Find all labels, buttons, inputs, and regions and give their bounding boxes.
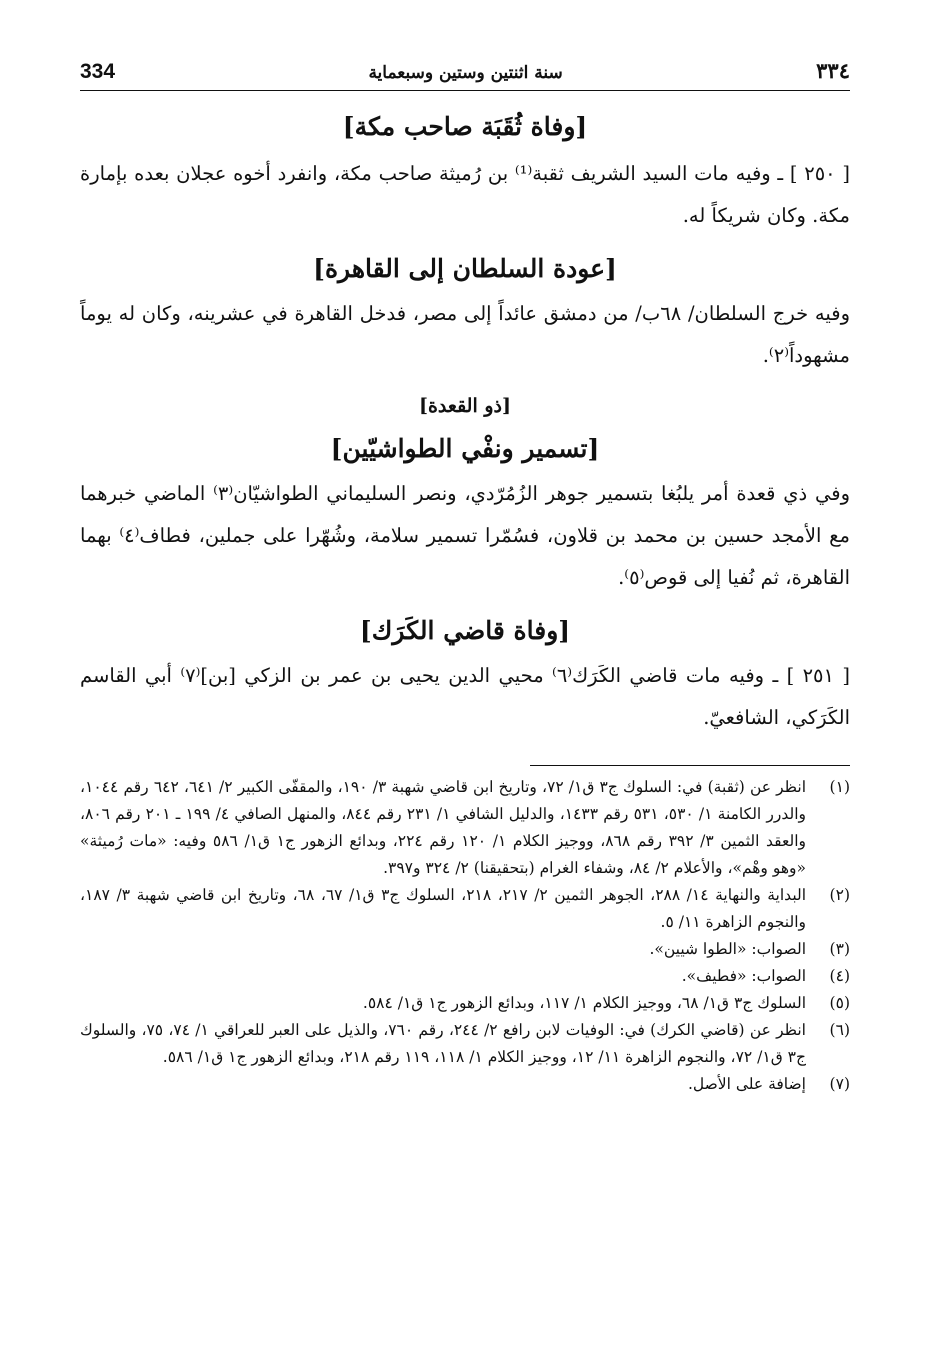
footnote-number: (٤)	[829, 967, 850, 986]
section-heading: [عودة السلطان إلى القاهرة]	[313, 254, 617, 283]
footnote-text: السلوك ج٣ ق١/ ٦٨، ووجيز الكلام ١/ ١١٧، وبدائع الزهور ج١ ق١/ ٥٨٤.	[362, 994, 806, 1013]
main-text	[80, 107, 850, 739]
footnote	[80, 1071, 850, 1098]
footnote-number: (١)	[829, 778, 850, 797]
month-heading: [ذو القعدة]	[418, 395, 511, 417]
footnote-text: البداية والنهاية ١٤/ ٢٨٨، الجوهر الثمين ٢/ ٢١٧، ٢١٨، السلوك ج٣ ق١/ ٦٧، ٦٨، وتاريخ ابن قاضي شهبة ٣/ ١٨٧، والنجوم الزاهرة ١١/ ٥.	[80, 886, 807, 932]
page-number-arabic: ٣٣٤	[816, 58, 850, 83]
footnote	[80, 882, 850, 936]
paragraph: [ ٢٥١ ] ـ وفيه مات قاضي الكَرَك⁽٦⁾ محيي الدين يحيى بن عمر بن الزكي [بن]⁽٧⁾ أبي القاسم الكَرَكي، الشافعيّ.	[80, 664, 850, 730]
page-number-latin: 334	[80, 60, 116, 83]
footnote	[80, 936, 850, 963]
footnote-number: (٢)	[829, 886, 850, 905]
section-heading: [وفاة قاضي الكَرَك]	[359, 616, 571, 646]
section-heading: [وفاة ثُقَبَة صاحب مكة]	[342, 112, 588, 141]
footnote-number: (٦)	[829, 1021, 850, 1040]
footnote-text: انظر عن (قاضي الكرك) في: الوفيات لابن رافع ٢/ ٢٤٤، رقم ٧٦٠، والذيل على العبر للعراقي ١/ ٧٤، ٧٥، والسلوك ج٣ ق١/ ٧٢، والنجوم الزاهرة ١١/ ١٢، ووجيز الكلام ١/ ١١٨، ١١٩ رقم ٢١٨، وبدائع الزهور ج١ ق١/ ٥٨٦.	[80, 1021, 806, 1067]
footnote	[80, 963, 850, 990]
footnote	[80, 990, 850, 1017]
footnote-text: إضافة على الأصل.	[687, 1075, 806, 1094]
footnote	[80, 774, 850, 882]
running-title: سنة اثنتين وستين وسبعماية	[368, 63, 563, 83]
paragraph: [ ٢٥٠ ] ـ وفيه مات السيد الشريف ثقبة⁽¹⁾ بن رُميثة صاحب مكة، وانفرد أخوه عجلان بعده بإمارة مكة. وكان شريكاً له.	[80, 162, 851, 227]
footnote-number: (٧)	[829, 1075, 850, 1094]
footnote	[80, 1017, 850, 1071]
footnote-number: (٥)	[829, 994, 850, 1013]
footnote-separator	[530, 765, 850, 766]
footnote-text: الصواب: «الطوا شيين».	[649, 940, 806, 959]
footnote-number: (٣)	[829, 940, 850, 959]
footnote-text: الصواب: «فطيف».	[681, 967, 806, 986]
section-heading: [تسمير ونفْي الطواشيّين]	[330, 434, 600, 464]
paragraph: وفيه خرج السلطان/ ٦٨ب/ من دمشق عائداً إلى مصر، فدخل القاهرة في عشرينه، وكان له يوماً مشهوداً⁽٢⁾.	[80, 302, 850, 367]
paragraph: وفي ذي قعدة أمر يلبُغا بتسمير جوهر الزُمُرّدي، ونصر السليماني الطواشيّان⁽٣⁾ الماضي خبرهما مع الأمجد حسين بن محمد بن قلاون، فسُمّرا تسمير سلامة، وشُهّرا على جملين، فطاف⁽٤⁾ بهما القاهرة، ثم نُفيا إلى قوص⁽٥⁾.	[80, 482, 850, 590]
book-page	[80, 58, 850, 1098]
footnote-text: انظر عن (ثقبة) في: السلوك ج٣ ق١/ ٧٢، وتاريخ ابن قاضي شهبة ٣/ ١٩٠، والمقفّى الكبير ٢/ ٦٤١، ٦٤٢ رقم ١٠٤٤، والدرر الكامنة ١/ ٥٣٠، ٥٣١ رقم ١٤٣٣، والدليل الشافي ١/ ٢٣١ رقم ٨٤٤، والمنهل الصافي ٤/ ١٩٩ ـ ٢٠١ رقم ٨٠٦، والعقد الثمين ٣/ ٣٩٢ رقم ٨٦٨، ووجيز الكلام ١/ ١٢٠ رقم ٢٢٤، وبدائع الزهور ج١ ق١/ ٥٨٦ وفيه: «مات رُميثة» «وهو وهْم»، والأعلام ٢/ ٨٤، وشفاء الغرام (بتحقيقنا) ٢/ ٣٢٤ و٣٩٧.	[80, 778, 807, 878]
page-header	[80, 58, 850, 91]
footnotes	[80, 774, 850, 1098]
